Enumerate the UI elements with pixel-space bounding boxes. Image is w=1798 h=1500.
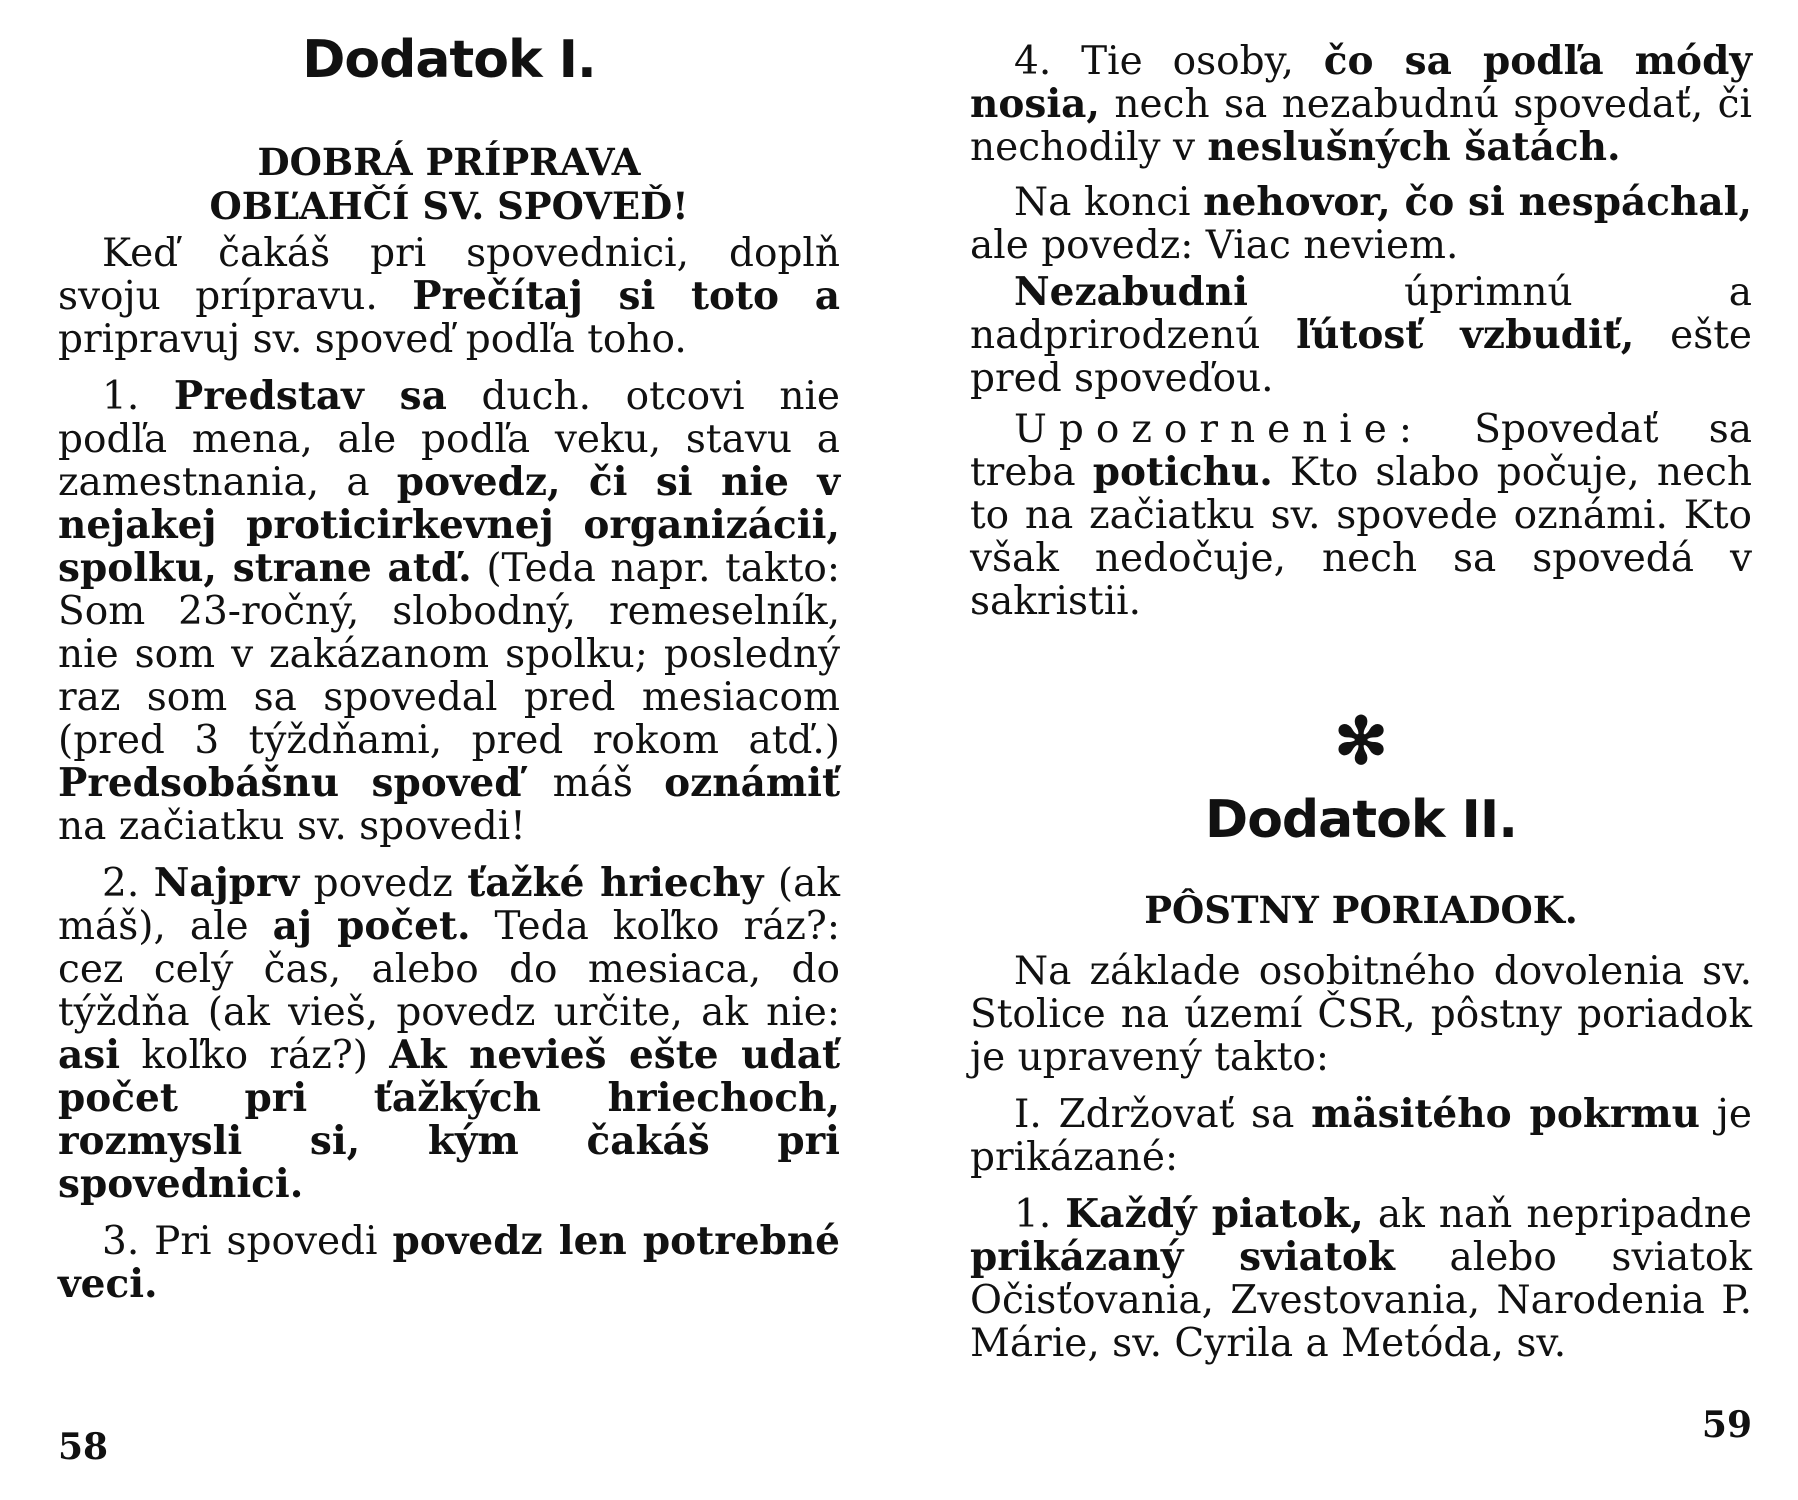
asterisk-divider: ✻ [1334, 704, 1388, 779]
text-run: pripravuj sv. spoveď podľa toho. [58, 317, 687, 362]
text-run: (Teda napr. takto: Som 23-ročný, slobodný, remeselník, nie som v zakázanom spolku; posledný raz som sa spovedal pred mesiacom (pred 3 týždňami, pred rokom atď.) [58, 546, 840, 763]
text-run: I. Zdržovať sa [1014, 1092, 1312, 1137]
bold-run: potichu. [1092, 449, 1273, 495]
bold-run: aj počet. [272, 903, 471, 949]
paragraph [970, 40, 1752, 169]
text-run: 2. [102, 861, 154, 906]
text-run: ak naň nepripadne [1363, 1192, 1752, 1237]
paragraph [58, 862, 840, 1206]
bold-run: čo sa podľa módy nosia, [970, 38, 1752, 127]
subheading-line: DOBRÁ PRÍPRAVA [257, 140, 641, 184]
paragraph [58, 232, 840, 361]
text-run: Teda koľko ráz?: cez celý čas, alebo do mesiaca, do týždňa (ak vieš, povedz určite, ak nie: [58, 904, 840, 1035]
left-page [58, 0, 840, 1500]
bold-run: Predsobášnu spoveď [58, 760, 522, 806]
bold-run: neslušných šatách. [1207, 124, 1621, 170]
bold-run: Prečítaj si toto a [412, 273, 840, 319]
bold-run: povedz, či si nie v nejakej proticirkevnej organizácii, spolku, strane atď. [58, 459, 841, 591]
text-run: máš [521, 761, 665, 806]
right-page [970, 0, 1752, 1500]
paragraph [970, 1193, 1752, 1365]
page-heading: Dodatok I. [302, 30, 596, 90]
spaced-text-run: Upozornenie: [1014, 407, 1424, 452]
bold-run: Predstav sa [173, 373, 447, 419]
subheading: PÔSTNY PORIADOK. [1144, 888, 1578, 932]
bold-run: Ak nevieš ešte udať počet pri ťažkých hriechoch, rozmysli si, kým čakáš pri spovednici. [58, 1032, 840, 1207]
bold-run: asi [58, 1032, 121, 1078]
bold-run: Každý piatok, [1065, 1191, 1364, 1237]
text-run: povedz [299, 861, 468, 906]
body-text [970, 950, 1752, 1365]
text-run: je prikázané: [970, 1092, 1752, 1180]
paragraph [58, 375, 840, 848]
paragraph [970, 1093, 1752, 1179]
text-run: Na základe osobitného dovolenia sv. Stolice na území ČSR, pôstny poriadok je upravený takto: [970, 949, 1752, 1080]
body-text [970, 40, 1752, 623]
bold-run: ťažké hriechy [467, 860, 764, 906]
text-run: 1. [102, 374, 174, 419]
bold-run: oznámiť [664, 760, 840, 806]
text-run: Kto slabo počuje, nech to na začiatku sv. spovede oznámi. Kto však nedočuje, nech sa spovedá v sakristii. [970, 450, 1752, 624]
paragraph [58, 1220, 840, 1306]
text-run: ale povedz: Viac neviem. [970, 223, 1459, 268]
text-run: na začiatku sv. spovedi! [58, 804, 526, 849]
subheading [58, 140, 840, 228]
subheading-line: OBĽAHČÍ SV. SPOVEĎ! [209, 184, 689, 228]
text-run: (ak máš), ale [58, 861, 841, 949]
text-run: 3. Pri spovedi [102, 1219, 393, 1264]
paragraph [970, 181, 1752, 267]
page-heading: Dodatok II. [1205, 790, 1517, 850]
bold-run: Najprv [153, 860, 300, 906]
text-run: Keď čakáš pri spovednici, doplň svoju prípravu. [58, 231, 840, 319]
bold-run: povedz len potrebné veci. [58, 1218, 840, 1307]
page-number: 58 [58, 1426, 109, 1468]
body-text [58, 232, 840, 1306]
text-run: duch. otcovi nie podľa mena, ale podľa veku, stavu a zamestnania, a [58, 374, 840, 505]
text-run: Na konci [1014, 180, 1204, 225]
text-run: 1. [1014, 1192, 1066, 1237]
bold-run: Nezabudni [1014, 269, 1248, 315]
paragraph [970, 408, 1752, 623]
text-run: 4. Tie osoby, [1014, 39, 1324, 84]
bold-run: ľútosť vzbudiť, [1296, 312, 1635, 358]
text-run: nech sa nezabudnú spovedať, či nechodily v [970, 82, 1752, 170]
paragraph [970, 271, 1752, 400]
text-run: Spovedať sa treba [970, 407, 1752, 495]
text-run: ešte pred spoveďou. [970, 313, 1752, 401]
bold-run: mäsitého pokrmu [1311, 1091, 1701, 1137]
text-run: koľko ráz?) [120, 1033, 390, 1078]
bold-run: prikázaný sviatok [970, 1234, 1395, 1280]
bold-run: nehovor, čo si nespáchal, [1203, 179, 1752, 225]
text-run: úprimnú a nadprirodzenú [970, 270, 1752, 358]
page-number: 59 [1701, 1404, 1752, 1446]
text-run: alebo sviatok Očisťovania, Zvestovania, Narodenia P. Márie, sv. Cyrila a Metóda, sv. [970, 1235, 1752, 1366]
paragraph [970, 950, 1752, 1079]
